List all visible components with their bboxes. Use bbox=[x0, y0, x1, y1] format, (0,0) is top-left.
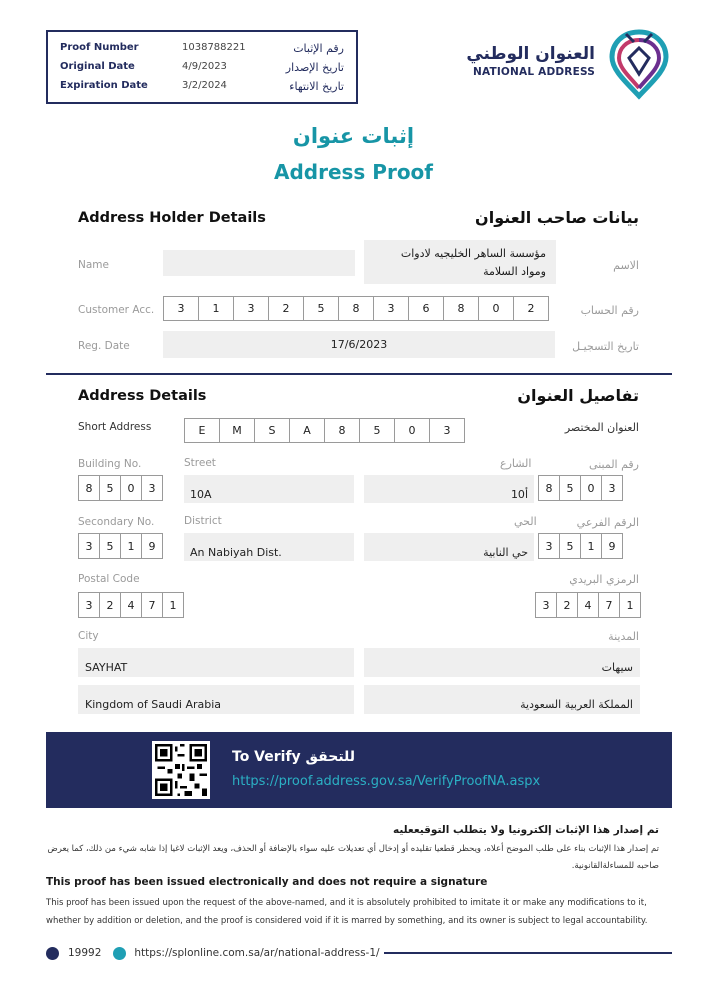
proof-info-box bbox=[46, 30, 358, 104]
postal-digit-ar-cell: 1 bbox=[619, 592, 641, 618]
reg-date-label: Reg. Date bbox=[78, 340, 130, 352]
customer-acc-digit-cell: 6 bbox=[408, 296, 444, 321]
building-label: Building No. bbox=[78, 458, 142, 470]
building-digit-ar-cell: 0 bbox=[580, 475, 602, 501]
postal-label-ar: الرمزي البريدي bbox=[569, 573, 639, 586]
address-heading-en: Address Details bbox=[78, 388, 207, 404]
footer-notice-body-ar: تم إصدار هذا الإثبات بناء على طلب الموضح أعلاه، ويحظر قطعيا تقليده أو إدخال أي تعديلات عليه سواء بالإضافة أو الحذف، ويعد الإثبات لاغيا إذا شابه شيء من ذلك، كما يعرض صاحبه للمساءلةالقانونية. bbox=[47, 844, 659, 871]
building-digits-en bbox=[78, 475, 163, 501]
phone-icon bbox=[46, 947, 59, 960]
reg-date-label-ar: تاريخ التسجيـل bbox=[572, 340, 639, 353]
name-label: Name bbox=[78, 259, 109, 271]
name-ar-field bbox=[364, 240, 556, 284]
short-address-char-cell: 5 bbox=[359, 418, 395, 443]
footer-notice-title-ar: تم إصدار هذا الإثبات إلكترونيا ولا يتطلب التوقيععليه bbox=[392, 824, 659, 836]
logo-name-en: NATIONAL ADDRESS bbox=[472, 66, 595, 78]
postal-digit-cell: 2 bbox=[99, 592, 121, 618]
city-ar-value: سيهات bbox=[601, 661, 633, 674]
footer-notice-title-en: This proof has been issued electronically and does not require a signature bbox=[46, 876, 488, 888]
verify-banner bbox=[46, 732, 672, 808]
original-date-label: Original Date bbox=[60, 61, 135, 72]
postal-digit-ar-cell: 7 bbox=[598, 592, 620, 618]
short-address-char-cell: S bbox=[254, 418, 290, 443]
expiration-date-label: Expiration Date bbox=[60, 80, 148, 91]
street-label-ar: الشارع bbox=[500, 457, 532, 470]
short-address-char-cell: 0 bbox=[394, 418, 430, 443]
building-digit-ar-cell: 5 bbox=[559, 475, 581, 501]
customer-acc-digit-cell: 8 bbox=[338, 296, 374, 321]
reg-date-field bbox=[163, 331, 555, 358]
secondary-label: Secondary No. bbox=[78, 516, 155, 528]
postal-digit-ar-cell: 4 bbox=[577, 592, 599, 618]
building-digit-cell: 8 bbox=[78, 475, 100, 501]
name-en-field bbox=[163, 250, 355, 276]
expiration-date-row bbox=[60, 80, 344, 98]
secondary-digit-cell: 9 bbox=[141, 533, 163, 559]
customer-acc-digit-cell: 2 bbox=[268, 296, 304, 321]
proof-number-label: Proof Number bbox=[60, 42, 139, 53]
street-ar-field bbox=[364, 475, 534, 503]
street-label: Street bbox=[184, 457, 216, 469]
building-digit-ar-cell: 8 bbox=[538, 475, 560, 501]
logo-name-ar: العنوان الوطني bbox=[466, 44, 595, 64]
phone-number: 19992 bbox=[68, 947, 102, 959]
name-ar-line1: مؤسسة الساهر الخليجيه لادوات bbox=[400, 247, 546, 260]
proof-number-row bbox=[60, 42, 344, 60]
secondary-digit-ar-cell: 9 bbox=[601, 533, 623, 559]
city-ar-field bbox=[364, 648, 640, 677]
short-address-chars bbox=[184, 418, 465, 443]
secondary-label-ar: الرقم الفرعي bbox=[576, 516, 639, 529]
footer-notice-body-en: This proof has been issued upon the request of the above-named, and it is absolutely prohibited to imitate it or make any modifications to it, whether by addition or deletion, and the proof is considered void if it is marred by something, and its owner is subject to legal accountability. bbox=[46, 898, 648, 926]
postal-digit-cell: 7 bbox=[141, 592, 163, 618]
verify-title: To Verify للتحقق bbox=[232, 749, 356, 765]
original-date-value: 4/9/2023 bbox=[182, 61, 227, 72]
footer-rule bbox=[384, 952, 672, 954]
country-en-value: Kingdom of Saudi Arabia bbox=[85, 698, 222, 711]
district-ar-field bbox=[364, 533, 534, 561]
customer-acc-digit-cell: 3 bbox=[373, 296, 409, 321]
short-address-char-cell: E bbox=[184, 418, 220, 443]
street-en-value: 10A bbox=[190, 488, 212, 501]
qr-code-icon bbox=[152, 741, 210, 799]
building-digits-ar bbox=[538, 475, 623, 501]
secondary-digits-ar bbox=[538, 533, 623, 559]
country-ar-field bbox=[364, 685, 640, 714]
building-digit-cell: 5 bbox=[99, 475, 121, 501]
short-address-char-cell: A bbox=[289, 418, 325, 443]
secondary-digit-ar-cell: 5 bbox=[559, 533, 581, 559]
national-address-logo-icon bbox=[604, 26, 674, 100]
name-label-ar: الاسم bbox=[613, 259, 639, 272]
district-en-field bbox=[184, 533, 354, 561]
postal-digits-ar bbox=[535, 592, 641, 618]
proof-number-value: 1038788221 bbox=[182, 42, 246, 53]
expiration-date-value: 3/2/2024 bbox=[182, 80, 227, 91]
section-divider bbox=[46, 373, 672, 375]
country-en-field bbox=[78, 685, 354, 714]
secondary-digit-ar-cell: 1 bbox=[580, 533, 602, 559]
expiration-date-label-ar: تاريخ الانتهاء bbox=[289, 80, 344, 93]
secondary-digit-cell: 1 bbox=[120, 533, 142, 559]
postal-digit-ar-cell: 3 bbox=[535, 592, 557, 618]
secondary-digit-cell: 3 bbox=[78, 533, 100, 559]
short-address-char-cell: 8 bbox=[324, 418, 360, 443]
original-date-label-ar: تاريخ الإصدار bbox=[285, 61, 344, 74]
secondary-digit-ar-cell: 3 bbox=[538, 533, 560, 559]
customer-acc-digit-cell: 2 bbox=[513, 296, 549, 321]
city-en-value: SAYHAT bbox=[85, 661, 128, 674]
holder-heading-en: Address Holder Details bbox=[78, 210, 266, 226]
street-en-field bbox=[184, 475, 354, 503]
page-title-ar: إثبات عنوان bbox=[292, 124, 415, 148]
customer-acc-digit-cell: 5 bbox=[303, 296, 339, 321]
country-ar-value: المملكة العربية السعودية bbox=[520, 698, 633, 711]
building-digit-ar-cell: 3 bbox=[601, 475, 623, 501]
customer-acc-digits bbox=[163, 296, 549, 321]
district-label-ar: الحي bbox=[514, 515, 537, 528]
city-en-field bbox=[78, 648, 354, 677]
secondary-digit-cell: 5 bbox=[99, 533, 121, 559]
customer-acc-label: Customer Acc. bbox=[78, 304, 155, 316]
customer-acc-digit-cell: 0 bbox=[478, 296, 514, 321]
short-address-label-ar: العنوان المختصر bbox=[564, 421, 639, 434]
city-label-ar: المدينة bbox=[608, 630, 639, 643]
building-label-ar: رقم المبنى bbox=[589, 458, 639, 471]
address-heading-ar: تفاصيل العنوان bbox=[517, 386, 639, 405]
globe-icon bbox=[113, 947, 126, 960]
short-address-char-cell: 3 bbox=[429, 418, 465, 443]
city-label: City bbox=[78, 630, 99, 642]
short-address-char-cell: M bbox=[219, 418, 255, 443]
customer-acc-label-ar: رقم الحساب bbox=[580, 304, 639, 317]
reg-date-value: 17/6/2023 bbox=[330, 338, 388, 351]
page-title-en: Address Proof bbox=[273, 160, 433, 184]
short-address-label: Short Address bbox=[78, 421, 152, 433]
holder-heading-ar: بيانات صاحب العنوان bbox=[475, 208, 639, 227]
name-ar-line2: ومواد السلامة bbox=[483, 265, 546, 278]
customer-acc-digit-cell: 1 bbox=[198, 296, 234, 321]
proof-number-label-ar: رقم الإثبات bbox=[293, 42, 344, 55]
original-date-row bbox=[60, 61, 344, 79]
building-digit-cell: 3 bbox=[141, 475, 163, 501]
postal-label: Postal Code bbox=[78, 573, 140, 585]
contact-bar bbox=[46, 944, 380, 962]
postal-digits-en bbox=[78, 592, 184, 618]
customer-acc-digit-cell: 3 bbox=[163, 296, 199, 321]
postal-digit-cell: 4 bbox=[120, 592, 142, 618]
verify-link[interactable]: https://proof.address.gov.sa/VerifyProofNA.aspx bbox=[232, 774, 541, 789]
postal-digit-cell: 1 bbox=[162, 592, 184, 618]
website-link[interactable]: https://splonline.com.sa/ar/national-address-1/ bbox=[134, 947, 380, 959]
street-ar-value: أ10 bbox=[510, 488, 528, 501]
secondary-digits-en bbox=[78, 533, 163, 559]
postal-digit-ar-cell: 2 bbox=[556, 592, 578, 618]
customer-acc-digit-cell: 3 bbox=[233, 296, 269, 321]
customer-acc-digit-cell: 8 bbox=[443, 296, 479, 321]
district-en-value: An Nabiyah Dist. bbox=[190, 546, 282, 559]
district-label: District bbox=[184, 515, 222, 527]
postal-digit-cell: 3 bbox=[78, 592, 100, 618]
district-ar-value: حي النابية bbox=[483, 546, 528, 559]
building-digit-cell: 0 bbox=[120, 475, 142, 501]
